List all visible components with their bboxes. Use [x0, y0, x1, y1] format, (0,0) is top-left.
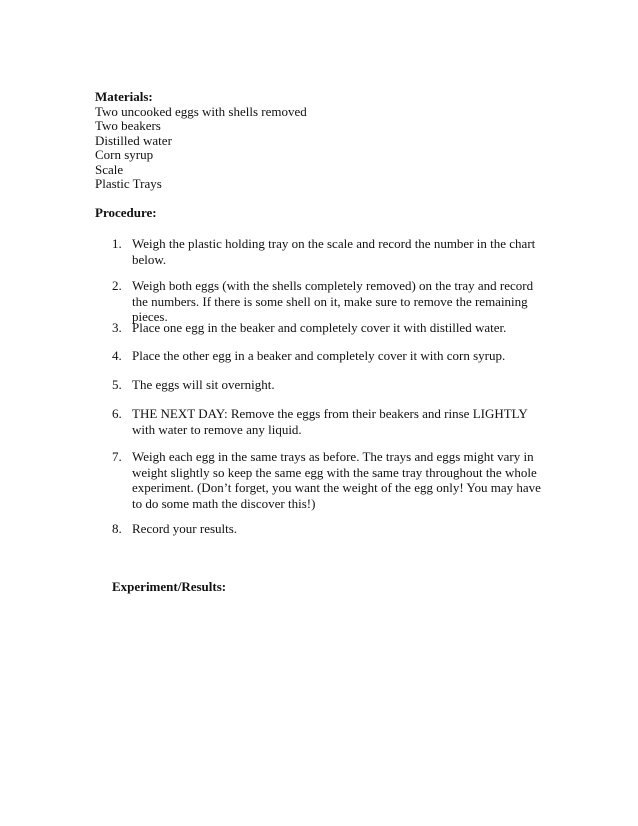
- materials-item-eggs: Two uncooked eggs with shells removed: [95, 103, 307, 119]
- materials-item-plastic-trays: Plastic Trays: [95, 176, 162, 191]
- step-text: Weigh each egg in the same trays as before. The trays and eggs might vary in weight slightly so keep the same egg with the same tray throughout the whole experiment. (Don’t forget, you want the weight of the egg only! You may have to do some math the discover this!): [132, 449, 541, 511]
- materials-list: [95, 105, 307, 192]
- step-number: 7.: [112, 449, 122, 464]
- step-text: Weigh both eggs (with the shells completely removed) on the tray and record the numbers. If there is some shell on it, make sure to remove the remaining pieces.: [132, 278, 534, 324]
- procedure-heading: Procedure:: [95, 205, 157, 220]
- materials-item-beakers: Two beakers: [95, 118, 161, 133]
- results-heading: Experiment/Results:: [112, 579, 227, 594]
- step-number: 8.: [112, 521, 122, 536]
- step-text: Place the other egg in a beaker and completely cover it with corn syrup.: [132, 348, 506, 363]
- materials-item-distilled-water: Distilled water: [95, 132, 172, 148]
- step-number: 2.: [112, 278, 122, 293]
- step-text: Record your results.: [132, 521, 238, 536]
- step-text: Weigh the plastic holding tray on the scale and record the number in the chart below.: [132, 236, 536, 267]
- step-text: The eggs will sit overnight.: [132, 377, 275, 392]
- step-number: 3.: [112, 320, 122, 335]
- materials-item-scale: Scale: [95, 161, 124, 177]
- step-number: 4.: [112, 348, 122, 363]
- materials-heading: Materials:: [95, 89, 153, 104]
- step-number: 1.: [112, 236, 122, 251]
- step-number: 5.: [112, 377, 122, 392]
- step-text: Place one egg in the beaker and completely cover it with distilled water.: [132, 320, 507, 335]
- materials-item-corn-syrup: Corn syrup: [95, 147, 154, 162]
- step-text: THE NEXT DAY: Remove the eggs from their beakers and rinse LIGHTLY with water to remove any liquid.: [132, 406, 528, 437]
- step-number: 6.: [112, 406, 122, 421]
